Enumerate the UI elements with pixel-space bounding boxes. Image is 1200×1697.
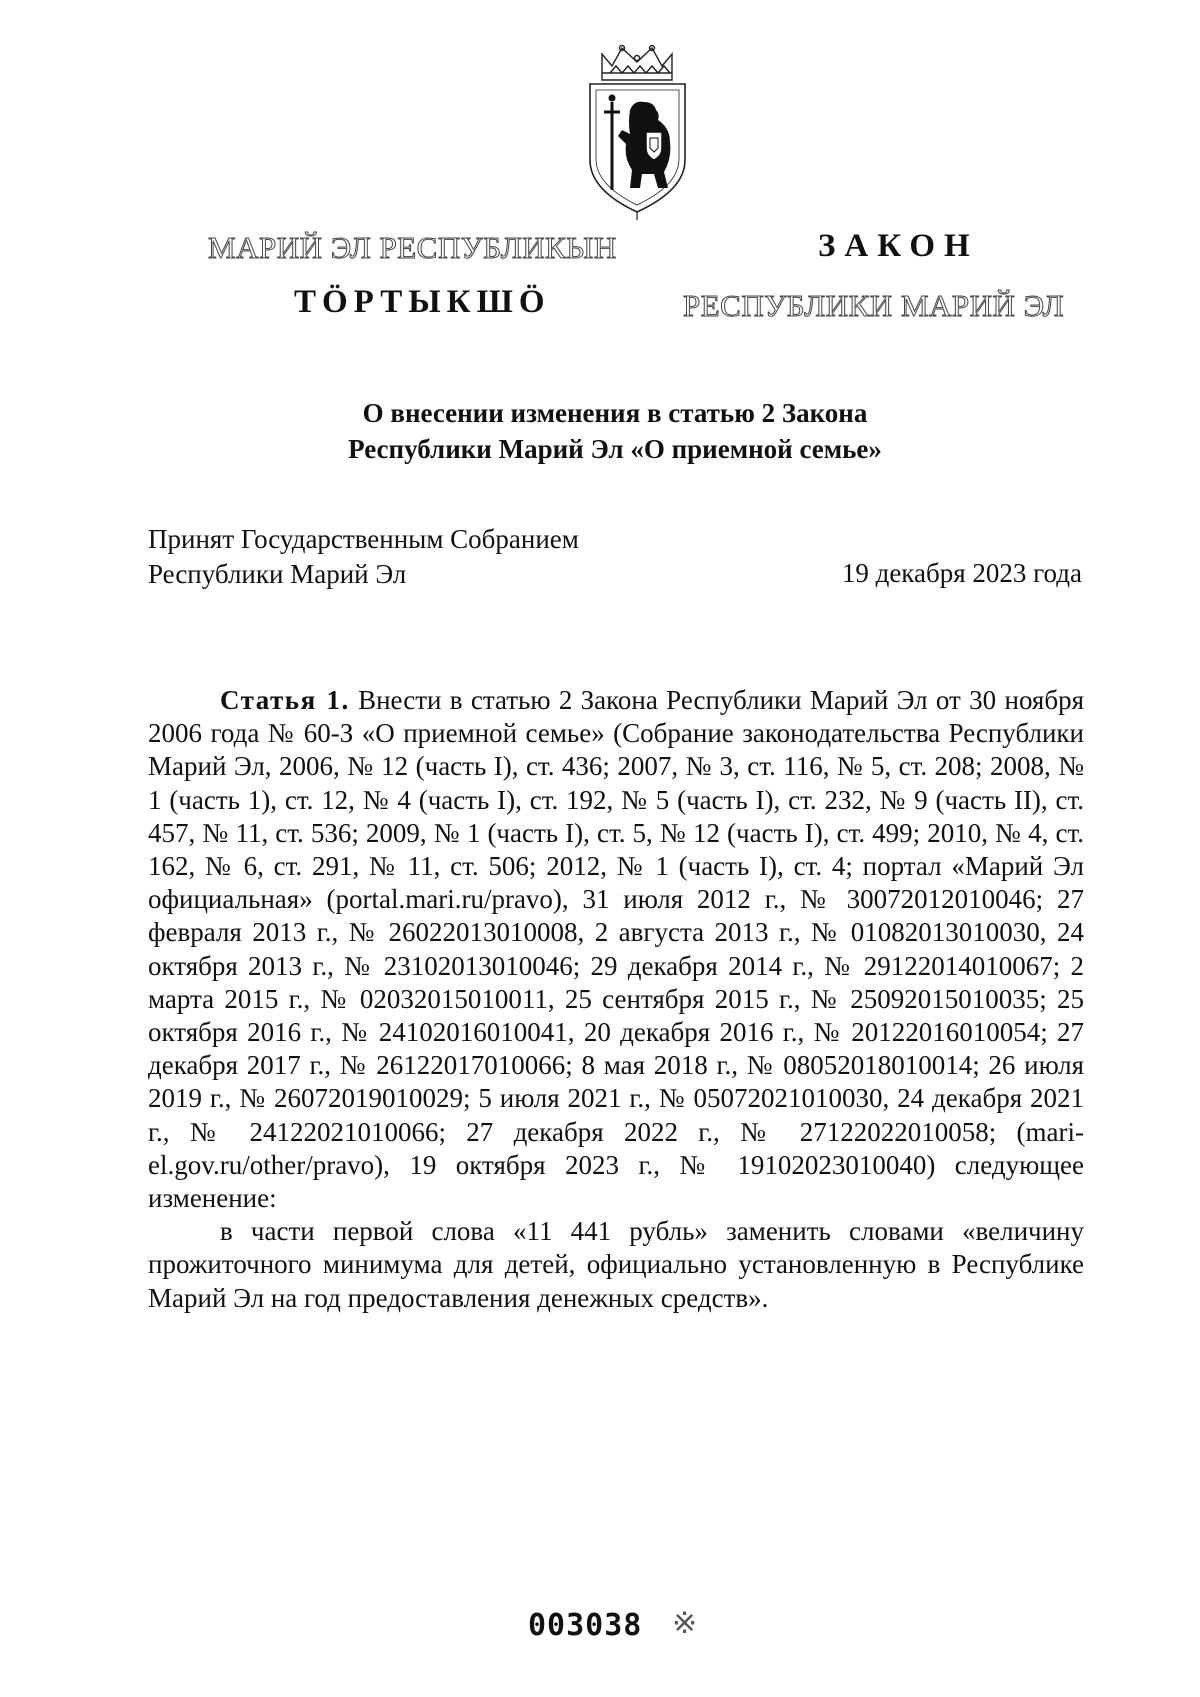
- header-left-bottom: ТӦРТЫКШӦ: [294, 284, 551, 320]
- header-right-bottom: РЕСПУБЛИКИ МАРИЙ ЭЛ: [683, 288, 1065, 323]
- document-number-stamp: 003038: [528, 1608, 643, 1643]
- article-change-paragraph: в части первой слова «11 441 рубль» заменить словами «величину прожиточного минимума для детей, официально установленную в Республике Марий Эл на год предоставления денежных средств».: [148, 1216, 1084, 1313]
- adopted-by: [148, 522, 579, 592]
- law-title-line1: О внесении изменения в статью 2 Закона: [362, 398, 868, 428]
- article-label: Статья 1.: [220, 685, 350, 715]
- article-text: Внести в статью 2 Закона Республики Марий Эл от 30 ноября 2006 года № 60-З «О приемной семье» (Собрание законодательства Республики Марий Эл, 2006, № 12 (часть I), ст. 436; 2007, № 3, ст. 116, № 5, ст. 208; 2008, № 1 (часть 1), ст. 12, № 4 (часть I), ст. 192, № 5 (часть I), ст. 232, № 9 (часть II), ст. 457, № 11, ст. 536; 2009, № 1 (часть I), ст. 5, № 12 (часть I), ст. 499; 2010, № 4, ст. 162, № 6, ст. 291, № 11, ст. 506; 2012, № 1 (часть I), ст. 4; портал «Марий Эл официальная» (portal.mari.ru/pravo), 31 июля 2012 г., № 30072012010046; 27 февраля 2013 г., № 26022013010008, 2 августа 2013 г., № 01082013010030, 24 октября 2013 г., № 23102013010046; 29 декабря 2014 г., № 29122014010067; 2 марта 2015 г., № 02032015010011, 25 сентября 2015 г., № 25092015010035; 25 октября 2016 г., № 24102016010041, 20 декабря 2016 г., № 20122016010054; 27 декабря 2017 г., № 26122017010066; 8 мая 2018 г., № 08052018010014; 26 июля 2019 г., № 26072019010029; 5 июля 2021 г., № 05072021010030, 24 декабря 2021 г., № 24122021010066; 27 декабря 2022 г., № 27122022010058; (mari-el.gov.ru/other/pravo), 19 октября 2023 г., № 19102023010040) следующее изменение:: [148, 685, 1085, 1214]
- adopted-line1: Принят Государственным Собранием: [148, 524, 579, 554]
- stamp-mark: ※: [672, 1607, 698, 1640]
- header-left-top: МАРИЙ ЭЛ РЕСПУБЛИКЫН: [208, 230, 617, 265]
- header-right-top: ЗАКОН: [818, 228, 979, 264]
- adopted-line2: Республики Марий Эл: [148, 559, 407, 589]
- law-body: [148, 684, 1084, 1315]
- law-title: [150, 395, 1080, 467]
- article-1-paragraph: [148, 684, 1084, 1215]
- adopted-date: 19 декабря 2023 года: [841, 558, 1082, 588]
- law-title-line2: Республики Марий Эл «О приемной семье»: [348, 434, 882, 464]
- coat-of-arms-emblem: [580, 40, 695, 220]
